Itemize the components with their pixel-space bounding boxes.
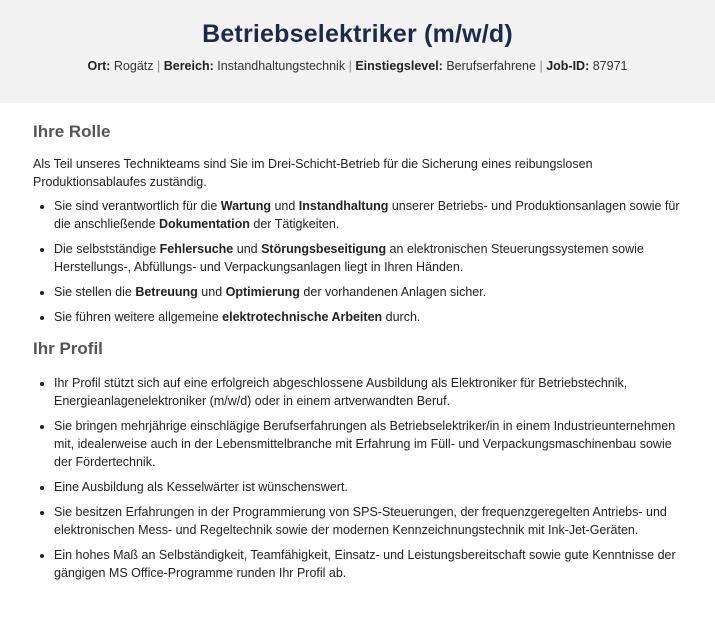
- item-bold: Störungsbeseitigung: [261, 242, 387, 256]
- profil-heading: Ihr Profil: [33, 339, 103, 358]
- profil-list: [33, 374, 682, 582]
- meta-separator: |: [539, 59, 547, 73]
- list-item: • Ein hohes Maß an Selbständigkeit, Teamfähigkeit, Einsatz- und Leistungsbereitschaft sowie gute Kenntnisse der gängigen MS Office-Programme runden Ihr Profil ab.: [54, 546, 682, 582]
- list-item: [54, 283, 682, 301]
- job-header: [0, 0, 715, 103]
- ort-value: Rogätz: [113, 59, 154, 73]
- jobid-value: 87971: [592, 59, 628, 73]
- item-text: und: [197, 285, 226, 299]
- bereich-value: Instandhaltungstechnik: [217, 59, 346, 73]
- item-bold: elektrotechnische Arbeiten: [222, 310, 383, 324]
- job-content: [0, 103, 715, 582]
- item-text: Die selbstständige: [54, 242, 160, 256]
- item-text: Sie stellen die: [54, 285, 136, 299]
- einstieg-value: Berufserfahrene: [446, 59, 536, 73]
- list-item: [54, 308, 682, 326]
- rolle-intro: Als Teil unseres Technikteams sind Sie im Drei-Schicht-Betrieb für die Sicherung eines reibungslosen Produktionsablaufes zuständig.: [33, 157, 593, 189]
- item-bold: Instandhaltung: [298, 199, 389, 213]
- jobid-label: Job-ID:: [546, 59, 593, 73]
- item-text: und: [270, 199, 299, 213]
- rolle-list: [33, 197, 682, 326]
- job-title: Betriebselektriker (m/w/d): [202, 20, 513, 48]
- section-profil: [33, 340, 682, 582]
- einstieg-label: Einstiegslevel:: [355, 59, 447, 73]
- job-meta: [0, 59, 715, 73]
- item-bold: Betreuung: [135, 285, 198, 299]
- item-text: der vorhandenen Anlagen sicher.: [299, 285, 487, 299]
- item-bold: Wartung: [220, 199, 271, 213]
- item-text: Sie sind verantwortlich für die: [54, 199, 221, 213]
- list-item: • Sie bringen mehrjährige einschlägige Berufserfahrungen als Betriebselektriker/in in einem Industrieunternehmen mit, idealerweise auch in der Lebensmittelbranche mit Erfahrung im Füll- und Verpackungsmaschinenbau sowie der Fördertechnik.: [54, 417, 682, 471]
- item-text: unserer Betriebs- und Produktionsanlagen sowie für die anschließende: [54, 199, 680, 231]
- bereich-label: Bereich:: [163, 59, 218, 73]
- item-text: und: [233, 242, 262, 256]
- item-text: an elektronischen Steuerungssystemen sowie Herstellungs-, Abfüllungs- und Verpackungsanlagen liegt in Ihren Händen.: [54, 242, 644, 274]
- item-bold: Dokumentation: [158, 217, 250, 231]
- meta-separator: |: [156, 59, 164, 73]
- item-text: der Tätigkeiten.: [249, 217, 340, 231]
- rolle-heading: Ihre Rolle: [33, 122, 111, 141]
- item-bold: Optimierung: [225, 285, 300, 299]
- list-item: • Sie besitzen Erfahrungen in der Programmierung von SPS-Steuerungen, der frequenzgeregelten Antriebs- und elektronischen Mess- und Regeltechnik sowie der modernen Kennzeichnungstechnik mit Ink-Jet-Geräten.: [54, 503, 682, 539]
- section-rolle: [33, 123, 682, 326]
- list-item: [54, 197, 682, 233]
- item-text: Sie führen weitere allgemeine: [54, 310, 223, 324]
- item-bold: Fehlersuche: [159, 242, 234, 256]
- list-item: [54, 240, 682, 276]
- item-text: durch.: [382, 310, 421, 324]
- ort-label: Ort:: [87, 59, 114, 73]
- meta-separator: |: [348, 59, 356, 73]
- list-item: • Eine Ausbildung als Kesselwärter ist wünschenswert.: [54, 478, 682, 496]
- list-item: • Ihr Profil stützt sich auf eine erfolgreich abgeschlossene Ausbildung als Elektroniker für Betriebstechnik, Energieanlagenelektroniker (m/w/d) oder in einem artverwandten Beruf.: [54, 374, 682, 410]
